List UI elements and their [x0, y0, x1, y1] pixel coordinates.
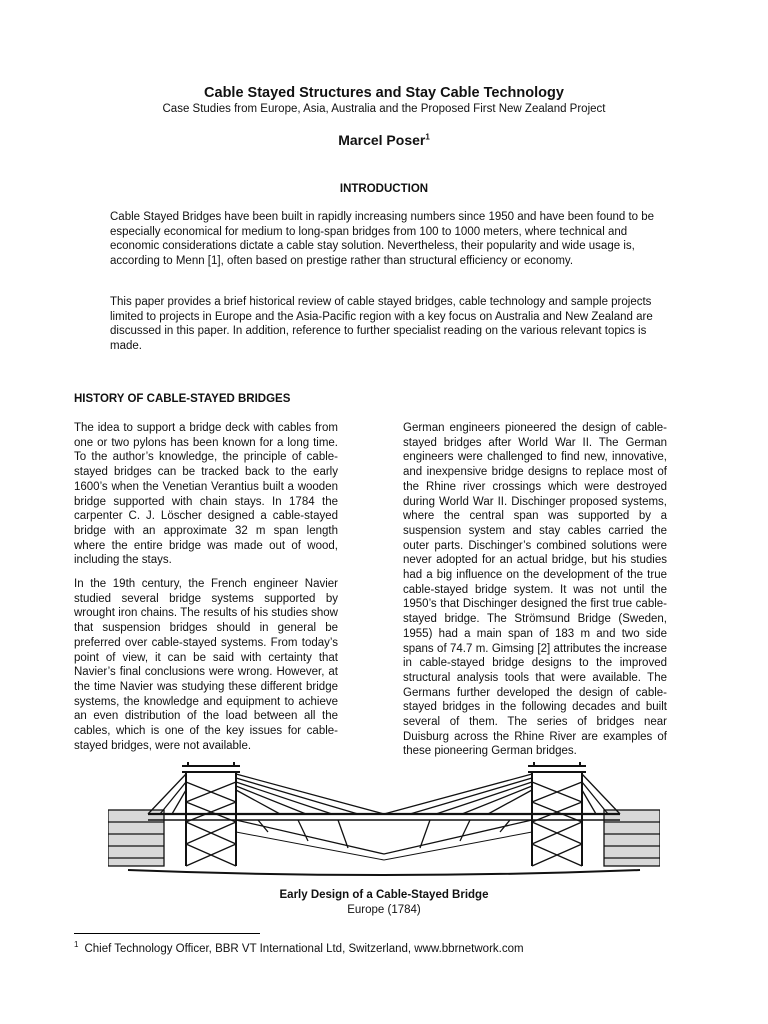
- figure-caption-title: Early Design of a Cable-Stayed Bridge: [279, 889, 489, 901]
- paper-subtitle: Case Studies from Europe, Asia, Australia and the Proposed First New Zealand Project: [162, 103, 606, 115]
- paper-title: Cable Stayed Structures and Stay Cable Technology: [204, 85, 564, 101]
- author-note-mark: 1: [425, 132, 430, 142]
- footnote-mark: 1: [74, 940, 79, 949]
- intro-paragraph-2: This paper provides a brief historical review of cable stayed bridges, cable technology and sample projects limited to projects in Europe and the Asia-Pacific region with a key focus on Australia and New Zealand are discussed in this paper. In addition, reference to further specialist reading on the various relevant topics is made.: [110, 296, 653, 352]
- footnote-text: Chief Technology Officer, BBR VT International Ltd, Switzerland, www.bbrnetwork.com: [84, 942, 524, 955]
- author-line: [0, 132, 768, 148]
- history-left-paragraph-2: In the 19th century, the French engineer Navier studied several bridge systems supported by wrought iron chains. The results of his studies show that suspension bridges should in general be preferred over cable-stayed systems. From today’s point of view, it can be said with certainty that Navier’s final conclusions were wrong. However, at the time Navier was studying these different bridge systems, the knowledge and equipment to achieve an even distribution of the load between all the cables, which is one of the key issues for cable-stayed bridges, were not available.: [74, 578, 338, 752]
- author-name: Marcel Poser: [338, 132, 426, 148]
- history-left-paragraph-1: The idea to support a bridge deck with cables from one or two pylons has been known for a long time. To the author’s knowledge, the principle of cable-stayed bridges can be tracked back to the early 1600’s when the Venetian Verantius built a wooden bridge supported with chain stays. In 1784 the carpenter C. J. Löscher designed a cable-stayed bridge with an approximate 32 m span length where the entire bridge was made out of wood, including the stays.: [74, 422, 338, 567]
- bridge-drawing: [108, 762, 660, 880]
- footnote: [74, 940, 524, 955]
- intro-paragraph-1: Cable Stayed Bridges have been built in rapidly increasing numbers since 1950 and have been found to be especially economical for medium to long-span bridges from 100 to 1000 meters, where technical and economic considerations dictate a cable stay solution. Nevertheless, their popularity and wide usage is, according to Menn [1], often based on prestige rather than structural efficiency or economy.: [110, 211, 655, 267]
- introduction-heading: INTRODUCTION: [339, 183, 429, 195]
- figure-caption-sub: Europe (1784): [347, 904, 421, 916]
- history-right-paragraph-1: German engineers pioneered the design of cable-stayed bridges after World War II. The German engineers were challenged to find new, innovative, and inexpensive bridge designs to replace most of the Rhine river crossings which were destroyed during World War II. Dischinger proposed systems, where the central span was supported by a suspension system and stay cables carried the outer parts. Dischinger’s combined solutions were never adopted for an actual bridge, but his studies had a big influence on the development of the true cable-stayed bridge system. It was not until the 1950’s that Dischinger designed the first true cable-stayed bridge. The Strömsund Bridge (Sweden, 1955) had a main span of 183 m and two side spans of 74.7 m. Gimsing [2] attributes the increase in cable-stayed bridge designs to the improved structural analysis tools that were available. The Germans further developed the design of cable-stayed bridges in the following decades and built several of them. The series of bridges near Duisburg across the Rhine River are examples of these pioneering German bridges.: [403, 422, 667, 758]
- footnote-rule: [74, 933, 260, 934]
- history-heading: HISTORY OF CABLE-STAYED BRIDGES: [74, 393, 291, 405]
